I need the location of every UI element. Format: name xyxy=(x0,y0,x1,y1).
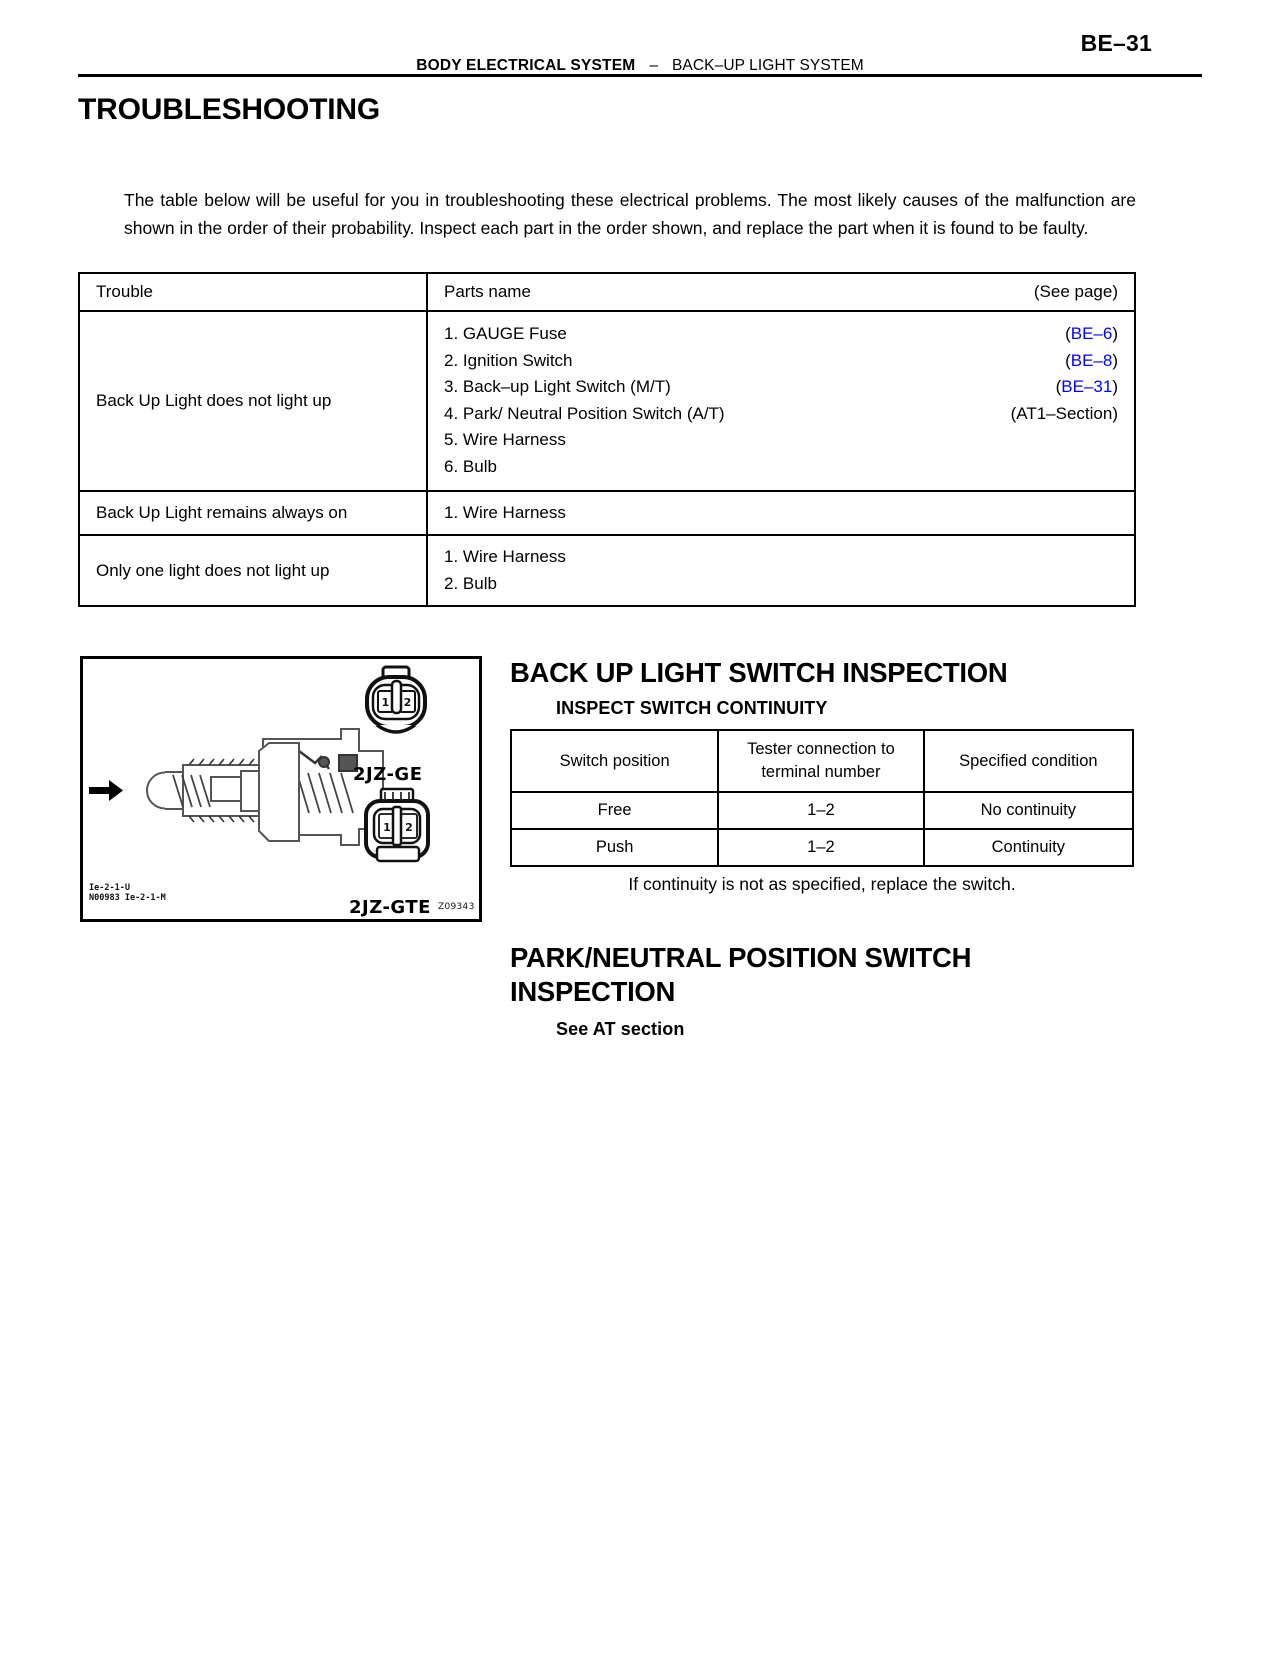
svg-text:2: 2 xyxy=(405,821,413,834)
connector-label-2jz-gte: 2JZ-GTE xyxy=(349,897,431,918)
arrow-icon xyxy=(89,780,123,801)
parts-cell xyxy=(427,535,1135,606)
switch-cross-section-diagram xyxy=(83,659,479,919)
cell-terminals: 1–2 xyxy=(718,792,923,829)
cell-terminals: 1–2 xyxy=(718,829,923,866)
table-header-row xyxy=(511,730,1133,792)
list-item xyxy=(444,374,1118,401)
column-header-parts xyxy=(427,273,1135,311)
cell-switch-position: Free xyxy=(511,792,718,829)
switch-continuity-table xyxy=(510,729,1134,867)
part-reference-link[interactable]: BE–31 xyxy=(1061,377,1113,397)
list-item xyxy=(444,401,1118,428)
part-name: 6. Bulb xyxy=(444,456,497,476)
intro-paragraph: The table below will be useful for you in troubleshooting these electrical problems. The most likely causes of the malfunction are shown in the order of their probability. Inspect each part in the order shown, and replace the part when it is found to be faulty. xyxy=(124,189,1136,238)
table-row xyxy=(79,311,1135,491)
part-name: 3. Back–up Light Switch (M/T) xyxy=(444,377,671,397)
troubleshooting-table xyxy=(78,272,1136,607)
parts-list xyxy=(444,500,1118,527)
switch-continuity-table-body xyxy=(511,730,1133,866)
column-header-specified-condition: Specified condition xyxy=(924,730,1133,792)
cell-condition: Continuity xyxy=(924,829,1133,866)
part-reference[interactable]: (BE–31) xyxy=(1055,377,1118,397)
switch-figure xyxy=(80,656,482,922)
list-item xyxy=(444,544,1118,571)
list-item xyxy=(444,500,1118,527)
figure-drawing-code: Z09343 xyxy=(438,902,475,912)
part-reference[interactable]: (BE–8) xyxy=(1065,350,1118,370)
parts-cell xyxy=(427,311,1135,491)
part-reference-link[interactable]: BE–8 xyxy=(1070,350,1113,370)
breadcrumb-system: BODY ELECTRICAL SYSTEM xyxy=(416,57,636,74)
part-reference: (AT1–Section) xyxy=(1010,403,1118,423)
cell-switch-position: Push xyxy=(511,829,718,866)
connector-2jz-ge-icon xyxy=(367,667,425,732)
part-name: 4. Park/ Neutral Position Switch (A/T) xyxy=(444,403,725,423)
header-rule xyxy=(78,74,1202,77)
part-name: 5. Wire Harness xyxy=(444,430,566,450)
column-header-parts-label: Parts name xyxy=(444,282,531,301)
table-row xyxy=(79,535,1135,606)
parts-list xyxy=(444,544,1118,597)
column-header-trouble: Trouble xyxy=(79,273,427,311)
table-header-row xyxy=(79,273,1135,311)
part-name: 1. GAUGE Fuse xyxy=(444,324,567,343)
breadcrumb xyxy=(0,57,1280,75)
inspect-switch-continuity-subtitle: INSPECT SWITCH CONTINUITY xyxy=(556,698,828,718)
svg-text:2: 2 xyxy=(403,696,412,709)
column-header-tester-connection: Tester connection to terminal number xyxy=(718,730,923,792)
parts-cell xyxy=(427,491,1135,536)
list-item xyxy=(444,321,1118,348)
part-reference-link[interactable]: BE–6 xyxy=(1070,324,1113,343)
part-name: 1. Wire Harness xyxy=(444,502,566,522)
list-item xyxy=(444,571,1118,598)
svg-text:1: 1 xyxy=(381,696,390,709)
breadcrumb-separator: – xyxy=(649,57,658,74)
page-header xyxy=(0,0,1280,78)
trouble-cell: Back Up Light remains always on xyxy=(79,491,427,536)
page-title: TROUBLESHOOTING xyxy=(78,93,380,126)
breadcrumb-subsystem: BACK–UP LIGHT SYSTEM xyxy=(671,57,864,74)
connector-label-2jz-ge: 2JZ-GE xyxy=(353,764,423,785)
figure-mark-line-2: N00983 Ie-2-1-M xyxy=(89,893,166,903)
see-at-section-subtitle: See AT section xyxy=(556,1019,685,1039)
continuity-note: If continuity is not as specified, replace the switch. xyxy=(628,874,1016,894)
part-reference-text: AT1–Section xyxy=(1016,403,1113,423)
table-row xyxy=(511,829,1133,866)
parts-list xyxy=(444,321,1118,481)
column-header-switch-position: Switch position xyxy=(511,730,718,792)
list-item xyxy=(444,454,1118,481)
backup-switch-inspection-title: BACK UP LIGHT SWITCH INSPECTION xyxy=(510,657,1008,688)
list-item xyxy=(444,348,1118,375)
column-header-see-page: (See page) xyxy=(1033,282,1118,301)
trouble-cell: Only one light does not light up xyxy=(79,535,427,606)
connector-2jz-gte-icon xyxy=(366,789,428,861)
troubleshooting-table-body xyxy=(79,273,1135,606)
part-reference[interactable]: (BE–6) xyxy=(1065,324,1118,343)
figure-mark-line-1: Ie-2-1-U xyxy=(89,883,130,893)
part-name: 2. Ignition Switch xyxy=(444,350,573,370)
part-name: 1. Wire Harness xyxy=(444,547,566,567)
list-item xyxy=(444,427,1118,454)
cell-condition: No continuity xyxy=(924,792,1133,829)
trouble-cell: Back Up Light does not light up xyxy=(79,311,427,491)
svg-text:1: 1 xyxy=(383,821,391,834)
table-row xyxy=(79,491,1135,536)
park-neutral-inspection-title: PARK/NEUTRAL POSITION SWITCH INSPECTION xyxy=(510,942,972,1007)
table-row xyxy=(511,792,1133,829)
page-number: BE–31 xyxy=(1080,30,1152,56)
part-name: 2. Bulb xyxy=(444,573,497,593)
